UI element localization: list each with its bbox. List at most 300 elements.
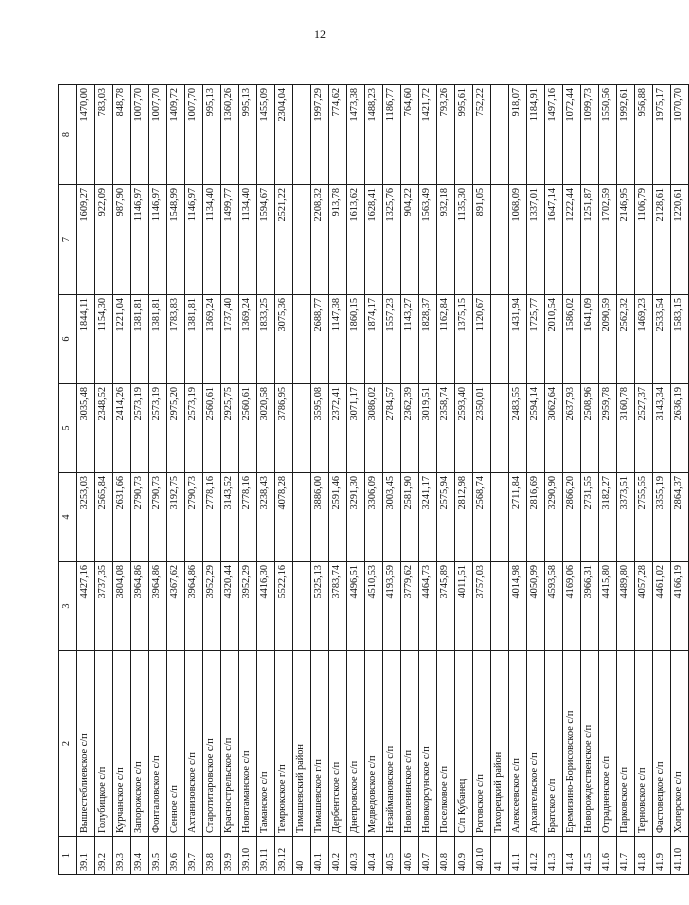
table-row [581,85,599,875]
table-row [401,85,419,875]
value-cell: 1381,81 [149,295,167,384]
value-cell: 848,78 [113,85,131,185]
value-cell: 2348,52 [95,384,113,473]
value-cell: 1369,24 [239,295,257,384]
value-cell: 2755,55 [635,473,653,562]
value-cell: 3886,00 [311,473,329,562]
row-index-cell: 39.6 [167,837,185,875]
value-cell: 3355,19 [653,473,671,562]
settlement-name-cell: Сенное с/п [167,651,185,837]
value-cell: 987,90 [113,185,131,295]
value-cell: 1455,09 [257,85,275,185]
row-index-cell: 39.9 [221,837,239,875]
row-index-cell: 41.1 [509,837,527,875]
table-row [149,85,167,875]
settlement-name-cell: Братское с/п [545,651,563,837]
column-header: 2 [59,651,77,837]
value-cell: 1162,84 [437,295,455,384]
table-row [545,85,563,875]
settlement-name-cell: Краснострельское с/п [221,651,239,837]
settlement-name-cell: Хоперское с/п [671,651,689,837]
value-cell: 2372,41 [329,384,347,473]
row-index-cell: 39.4 [131,837,149,875]
row-index-cell: 40.6 [401,837,419,875]
value-cell: 3003,45 [383,473,401,562]
value-cell: 1499,77 [221,185,239,295]
settlement-name-cell: Вышестеблиевское с/п [77,651,95,837]
value-cell: 995,61 [455,85,473,185]
settlement-name-cell: Фастовецкое с/п [653,651,671,837]
row-index-cell: 39.1 [77,837,95,875]
value-cell: 3291,30 [347,473,365,562]
value-cell [491,295,509,384]
value-cell: 1563,49 [419,185,437,295]
value-cell: 2816,69 [527,473,545,562]
value-cell: 3238,43 [257,473,275,562]
settlement-name-cell: Дербентское с/п [329,651,347,837]
value-cell: 2790,73 [131,473,149,562]
value-cell: 5325,13 [311,562,329,651]
value-cell: 4050,99 [527,562,545,651]
value-cell: 1135,30 [455,185,473,295]
value-cell: 1375,15 [455,295,473,384]
table-row [473,85,491,875]
value-cell: 1220,61 [671,185,689,295]
value-cell: 2146,95 [617,185,635,295]
value-cell [491,185,509,295]
value-cell: 3020,58 [257,384,275,473]
row-index-cell: 39.3 [113,837,131,875]
column-header: 8 [59,85,77,185]
value-cell: 783,03 [95,85,113,185]
value-cell: 1106,79 [635,185,653,295]
header-row [59,85,77,875]
value-cell: 1586,02 [563,295,581,384]
table-row [635,85,653,875]
column-header: 4 [59,473,77,562]
value-cell: 4320,44 [221,562,239,651]
settlement-name-cell: Медведовское с/п [365,651,383,837]
table-row [437,85,455,875]
value-cell: 1184,91 [527,85,545,185]
value-cell: 752,22 [473,85,491,185]
value-cell: 2575,94 [437,473,455,562]
table-row [239,85,257,875]
row-index-cell: 39.2 [95,837,113,875]
value-cell: 1583,15 [671,295,689,384]
value-cell: 1360,26 [221,85,239,185]
value-cell: 1072,44 [563,85,581,185]
value-cell: 2637,93 [563,384,581,473]
table-row [491,85,509,875]
row-index-cell: 40.1 [311,837,329,875]
value-cell: 3306,09 [365,473,383,562]
settlement-name-cell: Фонталовское с/п [149,651,167,837]
table-row [365,85,383,875]
value-cell: 1421,72 [419,85,437,185]
value-cell: 2521,22 [275,185,293,295]
settlement-name-cell: Темрюкское г/п [275,651,293,837]
value-cell: 2573,19 [149,384,167,473]
value-cell: 2573,19 [185,384,203,473]
table-row [77,85,95,875]
value-cell: 4166,19 [671,562,689,651]
value-cell: 1099,73 [581,85,599,185]
value-cell: 1007,70 [149,85,167,185]
value-cell: 2304,04 [275,85,293,185]
table-row [509,85,527,875]
table-row [671,85,689,875]
value-cell: 3779,62 [401,562,419,651]
value-cell: 1369,24 [203,295,221,384]
value-cell: 1628,41 [365,185,383,295]
row-index-cell: 40.8 [437,837,455,875]
value-cell: 3182,27 [599,473,617,562]
row-index-cell: 41.3 [545,837,563,875]
value-cell: 4593,58 [545,562,563,651]
value-cell: 3966,31 [581,562,599,651]
settlement-name-cell: Ахтанизовское с/п [185,651,203,837]
table-row [419,85,437,875]
value-cell: 2784,57 [383,384,401,473]
row-index-cell: 39.8 [203,837,221,875]
value-cell: 3964,86 [131,562,149,651]
value-cell: 3062,64 [545,384,563,473]
value-cell: 2573,19 [131,384,149,473]
value-cell: 1548,99 [167,185,185,295]
value-cell: 3783,74 [329,562,347,651]
row-index-cell: 40 [293,837,311,875]
value-cell: 1186,77 [383,85,401,185]
settlement-name-cell: Старотитаровское с/п [203,651,221,837]
value-cell: 2593,40 [455,384,473,473]
value-cell: 1068,09 [509,185,527,295]
value-cell: 1473,38 [347,85,365,185]
page-number: 12 [314,27,326,41]
value-cell: 2090,59 [599,295,617,384]
value-cell: 995,13 [239,85,257,185]
table-row [203,85,221,875]
value-cell: 2508,96 [581,384,599,473]
value-cell: 2778,16 [239,473,257,562]
value-cell: 793,26 [437,85,455,185]
value-cell: 1154,30 [95,295,113,384]
row-index-cell: 41.6 [599,837,617,875]
value-cell [491,473,509,562]
table-row [275,85,293,875]
value-cell: 1431,94 [509,295,527,384]
value-cell: 2562,32 [617,295,635,384]
value-cell: 2959,78 [599,384,617,473]
value-cell: 1251,87 [581,185,599,295]
row-index-cell: 40.2 [329,837,347,875]
settlement-name-cell: Роговское с/п [473,651,491,837]
settlement-name-cell: Алексеевское с/п [509,651,527,837]
value-cell: 3086,02 [365,384,383,473]
value-cell: 3241,17 [419,473,437,562]
value-cell [293,85,311,185]
value-cell: 2010,54 [545,295,563,384]
table-row [653,85,671,875]
row-index-cell: 41.9 [653,837,671,875]
value-cell: 2812,98 [455,473,473,562]
settlement-name-cell: Днепровское с/п [347,651,365,837]
value-cell: 4510,53 [365,562,383,651]
value-cell: 4078,28 [275,473,293,562]
value-cell: 2591,46 [329,473,347,562]
row-index-cell: 40.10 [473,837,491,875]
value-cell: 2925,75 [221,384,239,473]
value-cell: 2560,61 [203,384,221,473]
column-header: 3 [59,562,77,651]
table-row [95,85,113,875]
value-cell [293,473,311,562]
value-cell: 1222,44 [563,185,581,295]
row-index-cell: 40.3 [347,837,365,875]
rotated-table-container [58,85,685,875]
settlement-name-cell: Голубицкое с/п [95,651,113,837]
value-cell: 956,88 [635,85,653,185]
value-cell: 1381,81 [131,295,149,384]
value-cell: 764,60 [401,85,419,185]
settlement-name-cell: Отрадненское с/п [599,651,617,837]
value-cell: 1860,15 [347,295,365,384]
value-cell: 932,18 [437,185,455,295]
value-cell: 4014,98 [509,562,527,651]
settlement-name-cell: Новоленинское с/п [401,651,419,837]
value-cell: 1997,29 [311,85,329,185]
value-cell: 1146,97 [149,185,167,295]
value-cell: 1007,70 [131,85,149,185]
table-row [113,85,131,875]
value-cell: 3964,86 [149,562,167,651]
value-cell: 1550,56 [599,85,617,185]
settlement-name-cell: С/п Кубанец [455,651,473,837]
value-cell: 1609,27 [77,185,95,295]
value-cell: 913,78 [329,185,347,295]
value-cell: 2866,20 [563,473,581,562]
value-cell: 1613,62 [347,185,365,295]
settlement-name-cell: Незаймановское с/п [383,651,401,837]
value-cell: 3160,78 [617,384,635,473]
value-cell: 1147,38 [329,295,347,384]
table-row [455,85,473,875]
settlement-name-cell: Тихорецкий район [491,651,509,837]
value-cell: 3952,29 [203,562,221,651]
value-cell: 3786,95 [275,384,293,473]
table-row [221,85,239,875]
tariff-table [58,84,689,875]
settlement-name-cell: Запорожское с/п [131,651,149,837]
value-cell: 2483,55 [509,384,527,473]
value-cell [293,185,311,295]
column-header: 5 [59,384,77,473]
value-cell: 891,05 [473,185,491,295]
value-cell: 1844,11 [77,295,95,384]
value-cell: 2350,01 [473,384,491,473]
table-row [599,85,617,875]
value-cell: 2208,32 [311,185,329,295]
row-index-cell: 39.10 [239,837,257,875]
value-cell: 1725,77 [527,295,545,384]
column-header: 6 [59,295,77,384]
value-cell: 4464,73 [419,562,437,651]
row-index-cell: 40.7 [419,837,437,875]
value-cell: 1737,40 [221,295,239,384]
row-index-cell: 41 [491,837,509,875]
value-cell: 2688,77 [311,295,329,384]
value-cell: 1702,59 [599,185,617,295]
value-cell: 774,62 [329,85,347,185]
value-cell: 2790,73 [185,473,203,562]
table-row [131,85,149,875]
table-body [77,85,689,875]
value-cell: 904,22 [401,185,419,295]
value-cell: 3075,36 [275,295,293,384]
value-cell: 4193,59 [383,562,401,651]
value-cell: 2358,74 [437,384,455,473]
value-cell: 4169,06 [563,562,581,651]
value-cell: 2975,20 [167,384,185,473]
row-index-cell: 41.8 [635,837,653,875]
table-row [185,85,203,875]
settlement-name-cell: Еремизино-Борисовское с/п [563,651,581,837]
table-row [383,85,401,875]
value-cell: 3804,08 [113,562,131,651]
settlement-name-cell: Новорождественское с/п [581,651,599,837]
settlement-name-cell: Новотаманское с/п [239,651,257,837]
settlement-name-cell: Парковское с/п [617,651,635,837]
value-cell: 5522,16 [275,562,293,651]
value-cell: 2711,84 [509,473,527,562]
table-row [257,85,275,875]
row-index-cell: 39.7 [185,837,203,875]
settlement-name-cell: Курчанское с/п [113,651,131,837]
value-cell: 4367,62 [167,562,185,651]
value-cell: 3192,75 [167,473,185,562]
value-cell: 1146,97 [131,185,149,295]
value-cell: 1325,76 [383,185,401,295]
settlement-name-cell: Тимашевский район [293,651,311,837]
value-cell: 3757,03 [473,562,491,651]
value-cell: 1143,27 [401,295,419,384]
table-row [167,85,185,875]
value-cell: 2414,26 [113,384,131,473]
value-cell: 1828,37 [419,295,437,384]
value-cell: 2731,55 [581,473,599,562]
value-cell: 2790,73 [149,473,167,562]
value-cell: 1409,72 [167,85,185,185]
value-cell: 3143,34 [653,384,671,473]
value-cell: 1134,40 [203,185,221,295]
row-index-cell: 40.9 [455,837,473,875]
value-cell: 3595,08 [311,384,329,473]
row-index-cell: 39.11 [257,837,275,875]
settlement-name-cell: Тимашевское г/п [311,651,329,837]
value-cell: 1783,83 [167,295,185,384]
value-cell: 3253,03 [77,473,95,562]
table-row [329,85,347,875]
value-cell: 1134,40 [239,185,257,295]
value-cell: 2631,66 [113,473,131,562]
value-cell [293,562,311,651]
value-cell: 2560,61 [239,384,257,473]
value-cell: 1007,70 [185,85,203,185]
value-cell: 2128,61 [653,185,671,295]
value-cell: 1497,16 [545,85,563,185]
value-cell: 2527,37 [635,384,653,473]
value-cell: 3143,52 [221,473,239,562]
value-cell: 3745,89 [437,562,455,651]
table-row [563,85,581,875]
value-cell: 4461,02 [653,562,671,651]
value-cell: 1488,23 [365,85,383,185]
row-index-cell: 41.5 [581,837,599,875]
value-cell: 2594,14 [527,384,545,473]
value-cell: 1594,67 [257,185,275,295]
value-cell: 1337,01 [527,185,545,295]
value-cell: 3964,86 [185,562,203,651]
table-row [311,85,329,875]
value-cell: 4416,30 [257,562,275,651]
value-cell [293,295,311,384]
table-row [347,85,365,875]
value-cell: 3737,35 [95,562,113,651]
value-cell: 2778,16 [203,473,221,562]
value-cell: 2568,74 [473,473,491,562]
value-cell: 2565,84 [95,473,113,562]
settlement-name-cell: Архангельское с/п [527,651,545,837]
value-cell: 4427,16 [77,562,95,651]
value-cell: 1557,23 [383,295,401,384]
value-cell: 1975,17 [653,85,671,185]
value-cell: 4489,80 [617,562,635,651]
value-cell: 3035,48 [77,384,95,473]
value-cell: 1833,25 [257,295,275,384]
value-cell: 1146,97 [185,185,203,295]
settlement-name-cell: Таманское с/п [257,651,275,837]
value-cell: 1381,81 [185,295,203,384]
value-cell: 1874,17 [365,295,383,384]
row-index-cell: 41.4 [563,837,581,875]
value-cell: 3952,29 [239,562,257,651]
value-cell: 3071,17 [347,384,365,473]
value-cell [491,562,509,651]
value-cell: 2581,90 [401,473,419,562]
row-index-cell: 41.2 [527,837,545,875]
table-row [293,85,311,875]
value-cell: 2636,19 [671,384,689,473]
value-cell: 4057,28 [635,562,653,651]
row-index-cell: 41.7 [617,837,635,875]
column-header: 7 [59,185,77,295]
value-cell: 3019,51 [419,384,437,473]
value-cell: 1641,09 [581,295,599,384]
value-cell: 3290,90 [545,473,563,562]
value-cell: 2533,54 [653,295,671,384]
value-cell: 1469,23 [635,295,653,384]
value-cell: 922,09 [95,185,113,295]
value-cell: 1221,04 [113,295,131,384]
value-cell: 1070,70 [671,85,689,185]
value-cell: 1120,67 [473,295,491,384]
value-cell: 2864,37 [671,473,689,562]
row-index-cell: 39.5 [149,837,167,875]
settlement-name-cell: Поселковое с/п [437,651,455,837]
row-index-cell: 40.5 [383,837,401,875]
settlement-name-cell: Новокорсунское с/п [419,651,437,837]
table-row [527,85,545,875]
